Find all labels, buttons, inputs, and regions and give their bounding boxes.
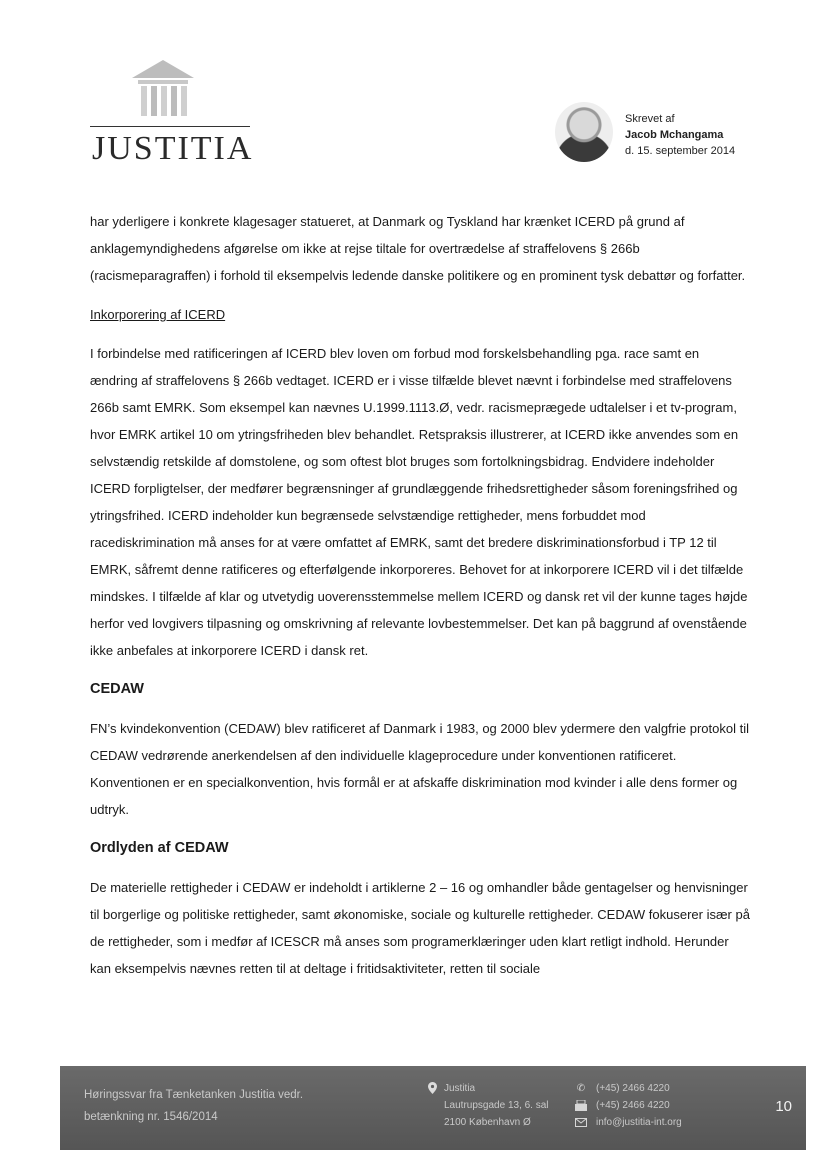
footer-fax: (+45) 2466 4220 — [596, 1100, 670, 1111]
pillars-logo-icon — [132, 60, 194, 118]
footer-street: Lautrupsgade 13, 6. sal — [444, 1100, 549, 1111]
page-footer — [60, 1066, 806, 1150]
page-number: 10 — [775, 1098, 792, 1115]
footer-contact — [574, 1080, 682, 1131]
author-date: d. 15. september 2014 — [625, 145, 736, 157]
footer-org: Justitia — [444, 1083, 476, 1094]
footer-city: 2100 København Ø — [444, 1117, 531, 1128]
logo-wordmark: JUSTITIA — [92, 130, 254, 167]
phone-icon: ✆ — [576, 1083, 586, 1094]
author-block — [555, 102, 785, 164]
footer-title-line-2: betænkning nr. 1546/2014 — [84, 1111, 218, 1123]
justitia-logo — [90, 60, 260, 170]
document-body — [90, 208, 750, 982]
logo-divider — [90, 126, 250, 127]
paragraph-4: De materielle rettigheder i CEDAW er indeholdt i artiklerne 2 – 16 og omhandler både gentagelser og henvisninger til borgerlige og politiske rettigheder, samt økonomiske, sociale og kulturelle rettigheder. CEDAW fokuserer især på de rettigheder, som i medfør af ICESCR må anses som programerklæringer uden klart retligt indhold. Herunder kan eksempelvis nævnes retten til at deltage i fritidsaktiviteter, retten til sociale — [90, 880, 750, 976]
footer-phone: (+45) 2466 4220 — [596, 1083, 670, 1094]
paragraph-1: har yderligere i konkrete klagesager statueret, at Danmark og Tyskland har krænket ICERD på grund af anklagemyndighedens afgørelse om ikke at rejse tiltale for overtrædelse af straffelovens § 266b (racismeparagraffen) i forhold til eksempelvis ledende danske politikere og en prominent tysk debattør og forfatter. — [90, 214, 746, 283]
fax-icon — [574, 1100, 588, 1112]
footer-title-line-1: Høringssvar fra Tænketanken Justitia vedr. — [84, 1089, 304, 1101]
paragraph-2: I forbindelse med ratificeringen af ICERD blev loven om forbud mod forskelsbehandling pga. race samt en ændring af straffelovens § 266b vedtaget. ICERD er i visse tilfælde blevet nævnt i forbindelse med straffelovens 266b samt EMRK. Som eksempel kan nævnes U.1999.1113.Ø, vedr. racismeprægede udtalelser i et tv-program, hvor EMRK artikel 10 om ytringsfriheden blev behandlet. Retspraksis illustrerer, at ICERD ikke anvendes som en selvstændig retskilde af domstolene, og som oftest blot bruges som fortolkningsbidrag. Endvidere indeholder ICERD forpligtelser, der medfører begrænsninger af grundlæggende frihedsrettigheder såsom foreningsfrihed og ytringsfrihed. ICERD indeholder kun begrænsede selvstændige rettigheder, mens forbuddet mod racediskrimination må anses for at være omfattet af EMRK, samt det bredere diskriminationsforbud i TP 12 til EMRK, såfremt denne ratificeres og efterfølgende inkorporeres. Behovet for at inkorporere ICERD vil i det tilfælde mindskes. I tilfælde af klar og utvetydig uoverensstemmelse mellem ICERD og dansk ret vil der kunne tages højde herfor ved lovgivers tilpasning og omskrivning af relevante lovbestemmelser. Det kan på baggrund af ovenstående ikke anbefales at inkorporere ICERD i dansk ret. — [90, 346, 748, 658]
email-icon — [574, 1117, 588, 1129]
author-name: Jacob Mchangama — [625, 129, 724, 141]
author-info — [625, 111, 735, 159]
location-pin-icon — [428, 1082, 437, 1094]
subheading-inkorporering: Inkorporering af ICERD — [90, 307, 226, 322]
avatar — [555, 102, 613, 162]
footer-title — [84, 1084, 303, 1128]
author-prefix: Skrevet af — [625, 113, 675, 125]
heading-cedaw: CEDAW — [90, 681, 144, 697]
heading-ordlyden: Ordlyden af CEDAW — [90, 840, 229, 856]
paragraph-3: FN’s kvindekonvention (CEDAW) blev ratificeret af Danmark i 1983, og 2000 blev ydermere den valgfrie protokol til CEDAW vedrørende anerkendelsen af den individuelle klageprocedure under konventionen ratificeret. Konventionen er en specialkonvention, hvis formål er at afskaffe diskrimination mod kvinder i alle dens former og udtryk. — [90, 721, 749, 817]
footer-email[interactable]: info@justitia-int.org — [596, 1117, 682, 1128]
